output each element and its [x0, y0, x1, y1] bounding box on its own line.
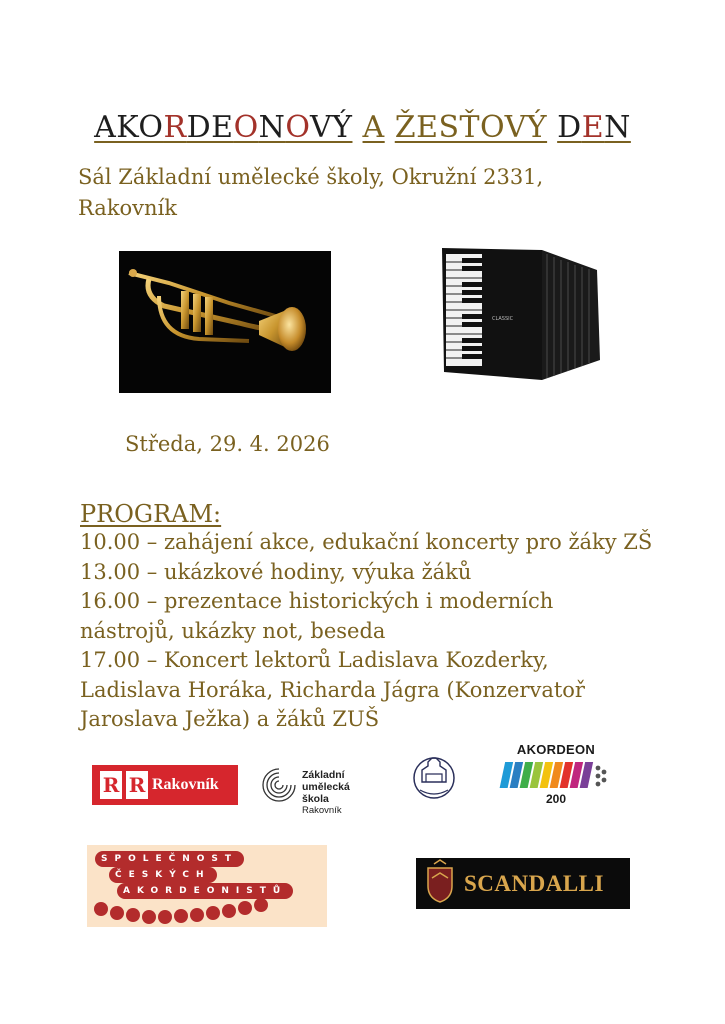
akordeon-200-logo [498, 742, 614, 806]
spolecnost-row-2: ČESKÝCH [109, 867, 217, 883]
spolecnost-row-3: AKORDEONISTŮ [117, 883, 293, 899]
title-part-den: DEN [557, 110, 631, 145]
title-part-akordeonovy: AKORDEONOVÝ [94, 110, 353, 145]
program-item: 13.00 – ukázkové hodiny, výuka žáků [80, 559, 472, 584]
venue-line-2: Rakovník [78, 196, 178, 220]
svg-text:CLASSIC: CLASSIC [492, 316, 514, 322]
akordeon-200-number: 200 [545, 792, 567, 806]
scandalli-crest-icon [420, 858, 460, 909]
program-item: 10.00 – zahájení akce, edukační koncerty pro žáky ZŠ [80, 530, 653, 554]
accordion-photo [422, 240, 607, 390]
accordion-keys [446, 254, 482, 366]
spolecnost-row-1: SPOLEČNOST [95, 851, 244, 867]
rakovnik-logo-text: Rakovník [152, 776, 219, 793]
title-part-a: A [362, 110, 385, 145]
program-heading: PROGRAM: [80, 500, 222, 528]
program-list [80, 528, 680, 735]
rakovnik-letter-2: R [126, 771, 148, 799]
zus-line-3: Rakovník [302, 805, 342, 816]
akordeon-200-word: AKORDEON [516, 742, 596, 757]
rondo-logo [408, 752, 460, 800]
program-item: 17.00 – Koncert lektorů Ladislava Kozderky, Ladislava Horáka, Richarda Jágra (Konzervatoř Jaroslava Ježka) a žáků ZUŠ [80, 648, 585, 731]
venue-line-1: Sál Základní umělecké školy, Okružní 2331, [78, 165, 544, 189]
spolecnost-logo [87, 845, 327, 927]
zus-line-1: Základní [302, 769, 345, 781]
zus-emblem-icon [260, 766, 298, 804]
zus-line-2: umělecká škola [302, 781, 350, 805]
rakovnik-letter-1: R [100, 771, 122, 799]
trumpet-photo [119, 251, 331, 393]
rakovnik-logo [92, 765, 238, 805]
venue [78, 162, 543, 224]
program-item: 16.00 – prezentace historických i moderních nástrojů, ukázky not, beseda [80, 589, 554, 643]
scandalli-logo-text: SCANDALLI [464, 871, 604, 896]
scandalli-logo [416, 858, 630, 909]
zus-logo [258, 765, 378, 816]
event-date: Středa, 29. 4. 2026 [125, 432, 330, 456]
akordeon-200-keys-icon [498, 758, 614, 794]
page-title [0, 110, 725, 145]
title-part-zestovy: ŽESŤOVÝ [394, 110, 548, 145]
